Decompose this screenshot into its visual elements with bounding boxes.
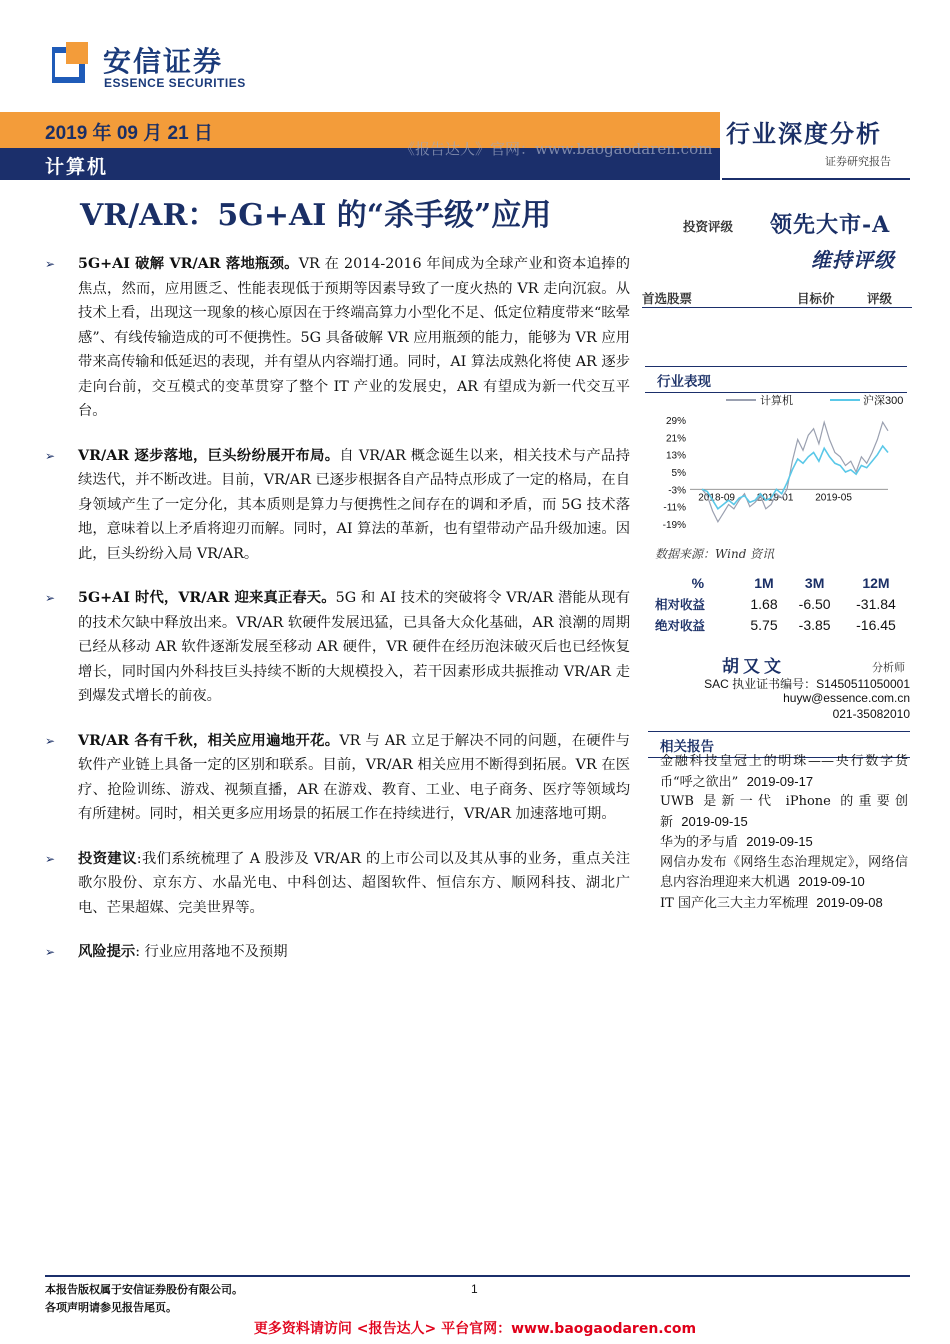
table-cell: -6.50	[798, 595, 831, 612]
bullet-heading: VR/AR 逐步落地，巨头纷纷展开布局。	[78, 447, 340, 464]
target-col-header: 目标价	[797, 291, 835, 306]
brand-name-en: ESSENCE SECURITIES	[104, 76, 246, 90]
y-tick-label: -11%	[663, 502, 686, 514]
related-report-date: 2019-09-08	[816, 894, 883, 910]
row-label: 绝对收益	[655, 617, 706, 633]
y-tick-label: 13%	[665, 450, 686, 462]
analyst-role: 分析师	[872, 661, 905, 674]
bullet-text: :我们系统梳理了 A 股涉及 VR/AR 的上市公司以及其从事的业务，重点关注歌尔股份、京东方、水晶光电、中科创达、超图软件、恒信东方、顺网科技、湖北广电、芒果超媒、完美世界等。	[78, 850, 631, 916]
stock-table-header	[642, 280, 912, 308]
arrow-bullet-icon: ➢	[45, 591, 56, 605]
table-header: %	[691, 574, 705, 591]
bullet-text: VR 与 AR 立足于解决不同的问题，在硬件与软件产业链上具备一定的区别和联系。目前，VR/AR 相关应用不断得到拓展。VR 在医疗、抢险训练、游戏、视频直播，AR 在游戏、教育、工业、电子商务、医疗等领域均有所建树。同时，相关更多应用场景的拓展工作在持续进行，VR/AR 加速落地可期。	[78, 732, 630, 822]
related-report-title: 华为的矛与盾	[660, 835, 739, 850]
header-divider	[722, 178, 910, 180]
x-tick-label: 2019-01	[756, 492, 794, 504]
performance-chart	[652, 390, 910, 535]
related-report-item[interactable]	[660, 792, 908, 832]
legend-industry: 计算机	[760, 395, 793, 407]
arrow-bullet-icon: ➢	[45, 448, 56, 463]
related-report-title: 金融科技皇冠上的明珠——央行数字货币“呼之欲出”	[660, 754, 908, 790]
table-row	[655, 614, 910, 635]
bullet-text: 自 VR/AR 概念诞生以来，相关技术与产品持续迭代，并不断改进。目前，VR/AR 已逐步根据各自产品特点形成了一定的格局，在自身领域产生了一定分化，其本质则是算力与便携性之间存在的调和矛盾，而 5G 技术落地，意味着以上矛盾将迎刃而解。同时，AI 算法的革新，也有望带动产品升级加速。因此，巨头纷纷入局 VR/AR。	[78, 447, 630, 562]
analyst-phone: 021-35082010	[832, 707, 910, 721]
bullet-item	[45, 252, 630, 424]
brand-logo-icon	[52, 42, 94, 84]
bullet-item	[45, 586, 630, 709]
bullet-text: VR 在 2014-2016 年间成为全球产业和资本追捧的焦点，然而，应用匮乏、性能表现低于预期等因素导致了一度火热的 VR 走向沉寂。从技术上看，出现这一现象的核心原因在于终端高算力小型化不足、低定位精度带来“眩晕感”、有线传输造成的可不便携性。5G 具备破解 VR 应用瓶颈的能力，能够为 VR 应用带来高传输和低延迟的表现，并有望从内容端打通。同时，AI 算法成熟化将使 AR 逐步走向台前，交互模式的变革贯穿了整个 IT 产业的发展史，AR 有望成为新一代交互平台。	[78, 256, 630, 419]
performance-chart-svg	[652, 390, 910, 535]
table-cell: -3.85	[798, 616, 831, 633]
bullet-heading: VR/AR 各有千秋，相关应用遍地开花。	[78, 732, 340, 749]
brand-name-cn: 安信证券	[103, 45, 224, 78]
page-number: 1	[471, 1282, 478, 1296]
performance-table	[655, 572, 910, 635]
data-source: 数据来源：Wind 资讯	[655, 547, 775, 561]
table-header: 12M	[862, 574, 890, 591]
analyst-sac: SAC 执业证书编号：S1450511050001	[704, 677, 910, 691]
footer-divider	[45, 1275, 910, 1277]
related-report-item[interactable]	[660, 832, 908, 853]
arrow-bullet-icon: ➢	[45, 733, 56, 748]
bullet-heading: 风险提示	[78, 944, 136, 960]
table-cell: -31.84	[856, 595, 896, 612]
table-header-row	[655, 572, 910, 593]
table-header: 1M	[754, 574, 774, 591]
related-report-title: IT 国产化三大主力军梳理	[660, 895, 808, 911]
legend-index: 沪深300	[863, 395, 904, 407]
arrow-bullet-icon: ➢	[45, 851, 56, 866]
related-report-date: 2019-09-15	[746, 834, 813, 849]
rating-col-header: 评级	[867, 291, 893, 306]
related-report-date: 2019-09-15	[681, 813, 748, 829]
table-cell: -16.45	[856, 616, 896, 633]
arrow-bullet-icon: ➢	[45, 945, 56, 959]
rating-value: 领先大市-A	[770, 212, 891, 238]
rating-label: 投资评级	[683, 219, 734, 234]
row-label: 相对收益	[655, 596, 706, 612]
bullet-heading: 5G+AI 破解 VR/AR 落地瓶颈。	[78, 256, 299, 272]
industry-label: 计算机	[45, 156, 109, 178]
bullet-text: 5G 和 AI 技术的突破将令 VR/AR 潜能从现有的技术欠缺中释放出来。VR/AR 软硬件发展迅猛，已具备大众化基础，AR 浪潮的周期已经从移动 AR 软件逐渐发展至移动 AR 硬件，VR 硬件在经历泡沫破灭后也已经恢复增长，同时国内外科技巨头持续不断的大规模投入，若干因素形成共振推动 VR/AR 走到爆发式增长的前夜。	[78, 590, 630, 704]
y-tick-label: -3%	[668, 485, 686, 497]
series-line-industry	[702, 422, 888, 522]
report-subtype: 证券研究报告	[825, 155, 891, 168]
stock-col-header: 首选股票	[642, 291, 693, 306]
x-tick-label: 2019-05	[815, 492, 852, 504]
related-report-title: 网信办发布《网络生态治理规定》，网络信息内容治理迎来大机遇	[660, 854, 908, 890]
y-tick-label: 5%	[671, 468, 686, 479]
bullet-item	[45, 729, 630, 827]
related-report-date: 2019-09-17	[746, 773, 814, 789]
summary-bullets	[45, 252, 630, 985]
analyst-name: 胡又文	[722, 657, 785, 677]
related-report-item[interactable]	[660, 853, 908, 893]
table-row	[655, 593, 910, 614]
analyst-email[interactable]: huyw@essence.com.cn	[783, 691, 910, 705]
watermark-text: 《报告达人》官网：www.baogaodaren.com	[400, 140, 713, 158]
related-report-item[interactable]	[660, 752, 908, 792]
related-reports-list	[660, 752, 908, 913]
footer-copyright	[45, 1281, 243, 1317]
table-cell: 1.68	[750, 595, 778, 612]
y-tick-label: 29%	[665, 416, 686, 427]
related-section-title: 相关报告	[648, 731, 910, 758]
bullet-item	[45, 847, 630, 921]
disclaimer-line: 各项声明请参见报告尾页。	[45, 1301, 177, 1314]
table-cell: 5.75	[750, 616, 778, 633]
y-tick-label: 21%	[665, 433, 686, 445]
rating-status: 维持评级	[811, 248, 895, 272]
bullet-text: : 行业应用落地不及预期	[135, 944, 288, 960]
report-date: 2019 年 09 月 21 日	[45, 123, 213, 144]
y-tick-label: -19%	[662, 520, 686, 531]
bullet-heading: 投资建议	[78, 850, 137, 867]
report-title: VR/AR：5G+AI 的“杀手级”应用	[80, 198, 552, 233]
related-report-item[interactable]	[660, 893, 908, 914]
table-header: 3M	[804, 574, 825, 591]
promo-link[interactable]: 更多资料请访问 <报告达人> 平台官网：www.baogaodaren.com	[253, 1321, 697, 1337]
bullet-item	[45, 444, 630, 567]
arrow-bullet-icon: ➢	[45, 257, 56, 271]
performance-section-title: 行业表现	[645, 366, 907, 393]
x-tick-label: 2018-09	[698, 492, 735, 504]
bullet-item	[45, 940, 630, 965]
related-report-title: UWB 是新一代 iPhone 的重要创新	[660, 794, 908, 830]
bullet-heading: 5G+AI 时代，VR/AR 迎来真正春天。	[78, 590, 336, 606]
copyright-line: 本报告版权属于安信证券股份有限公司。	[45, 1283, 243, 1296]
report-type: 行业深度分析	[726, 119, 882, 148]
related-report-date: 2019-09-10	[798, 874, 865, 889]
